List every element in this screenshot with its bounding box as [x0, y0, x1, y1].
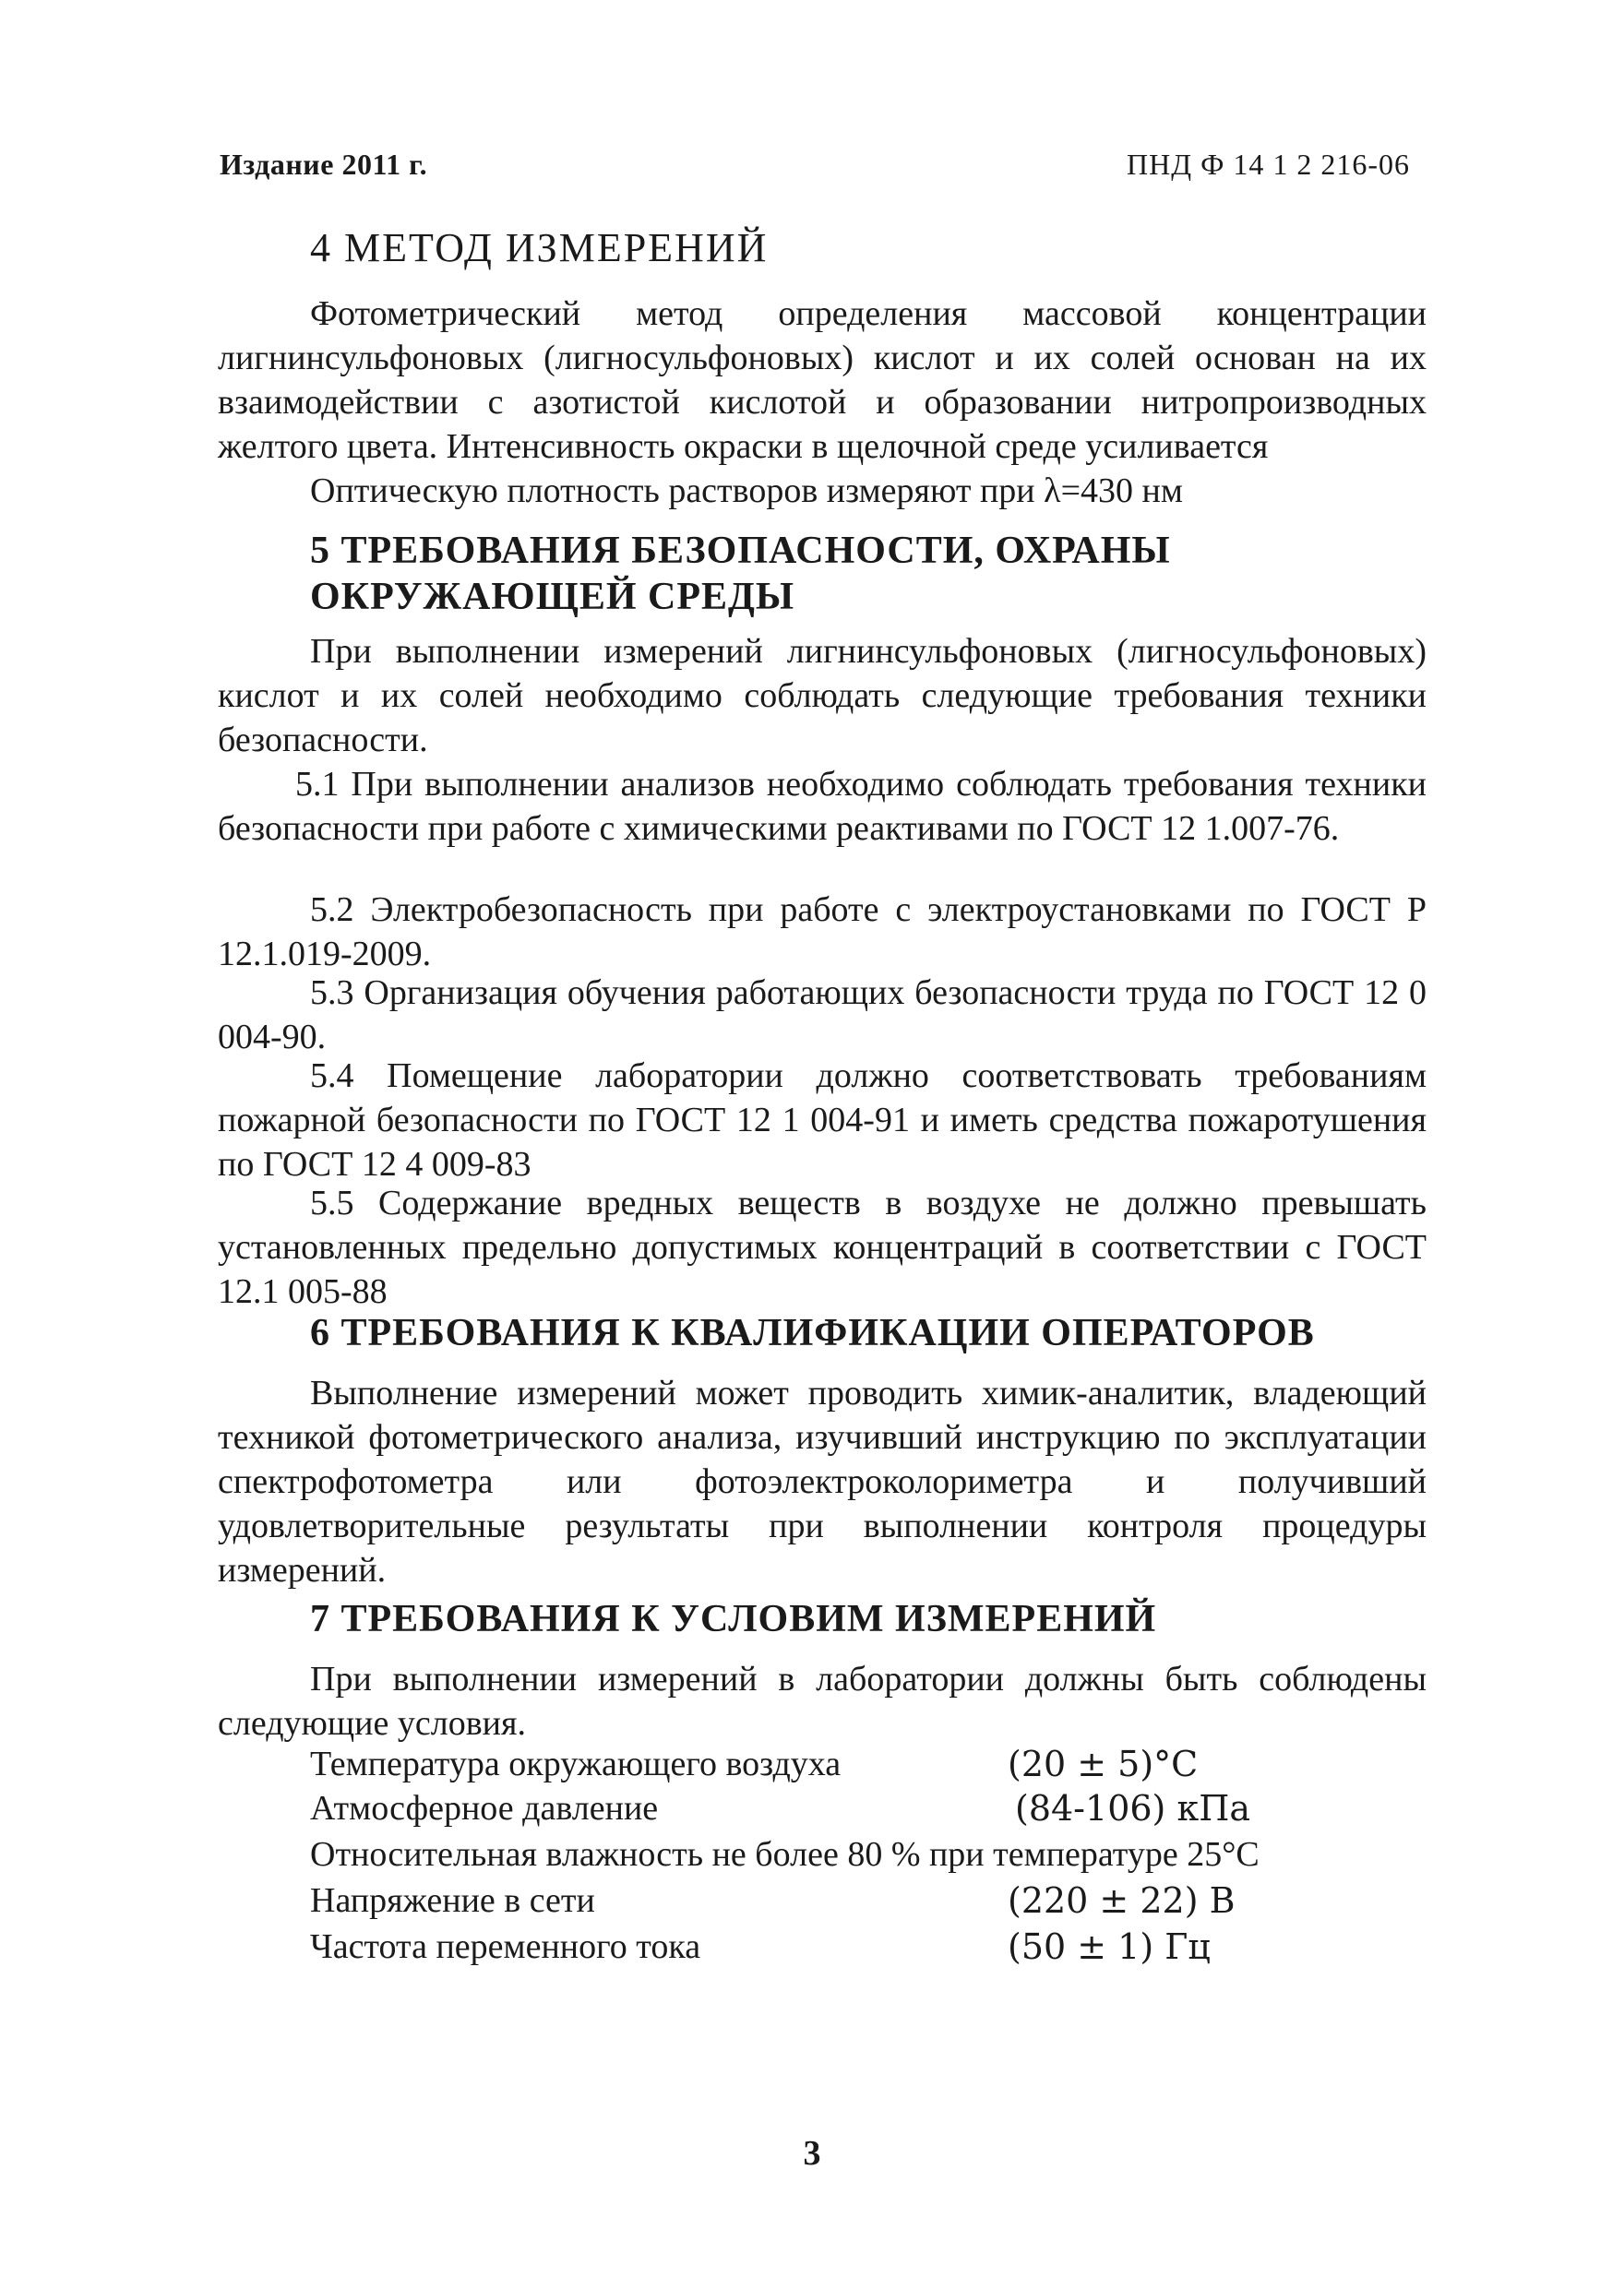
condition-label: Атмосферное давление — [310, 1789, 659, 1828]
section-5-item-3 — [218, 971, 1427, 1059]
item-5-2-text: 5.2 Электробезопасность при работе с электроустановками по ГОСТ Р 12.1.019-2009. — [218, 890, 1427, 973]
document-code: ПНД Ф 14 1 2 216-06 — [1127, 148, 1410, 181]
section-6-paragraph — [218, 1371, 1427, 1592]
item-5-5-text: 5.5 Содержание вредных веществ в воздухе не должно превышать установленных предельно допустимых концентраций в соответствии с ГОСТ 12.1 005-88 — [218, 1184, 1427, 1311]
item-5-3-text: 5.3 Организация обучения работающих безопасности труда по ГОСТ 12 0 004-90. — [218, 973, 1427, 1056]
edition-label: Издание 2011 г. — [220, 148, 428, 181]
section-6-heading: 6 ТРЕБОВАНИЯ К КВАЛИФИКАЦИИ ОПЕРАТОРОВ — [310, 1312, 1315, 1354]
section-7-intro — [218, 1657, 1427, 1746]
section-7-intro-text: При выполнении измерений в лаборатории должны быть соблюдены следующие условия. — [218, 1660, 1427, 1743]
section-5-heading-line2: ОКРУЖАЮЩЕЙ СРЕДЫ — [310, 576, 795, 618]
condition-label: Относительная влажность не более 80 % при температуре 25°С — [310, 1835, 1260, 1874]
item-5-1-text: 5.1 При выполнении анализов необходимо соблюдать требования техники безопасности при работе с химическими реактивами по ГОСТ 12 1.007-76. — [218, 765, 1427, 848]
section-7-heading: 7 ТРЕБОВАНИЯ К УСЛОВИМ ИЗМЕРЕНИЙ — [310, 1598, 1157, 1640]
section-5-item-1 — [218, 762, 1427, 851]
section-5-intro — [218, 629, 1427, 762]
condition-label: Частота переменного тока — [310, 1927, 701, 1966]
page-number: 3 — [803, 2134, 821, 2173]
section-6-text: Выполнение измерений может проводить химик-аналитик, владеющий техникой фотометрического анализа, изучивший инструкцию по эксплуатации спектрофотометра или фотоэлектроколориметра и получивший удовлетворительные результаты при выполнении контроля процедуры измерений. — [218, 1374, 1427, 1590]
condition-label: Напряжение в сети — [310, 1881, 595, 1920]
section-4-paragraph — [218, 292, 1427, 469]
section-5-item-5 — [218, 1181, 1427, 1314]
section-4-heading: 4 МЕТОД ИЗМЕРЕНИЙ — [310, 225, 769, 270]
condition-value: (220 ± 22) В — [1008, 1880, 1236, 1921]
section-5-intro-text: При выполнении измерений лигнинсульфоновых (лигносульфоновых) кислот и их солей необходимо соблюдать следующие требования техники безопасности. — [218, 632, 1427, 759]
section-4-wavelength: Оптическую плотность растворов измеряют при λ=430 нм — [310, 471, 1183, 510]
section-5-heading-line1: 5 ТРЕБОВАНИЯ БЕЗОПАСНОСТИ, ОХРАНЫ — [310, 530, 1171, 572]
section-4-text: Фотометрический метод определения массовой концентрации лигнинсульфоновых (лигносульфоновых) кислот и их солей основан на их взаимодействии с азотистой кислотой и образовании нитропроизводных желтого цвета. Интенсивность окраски в щелочной среде усиливается — [218, 294, 1427, 466]
condition-label: Температура окружающего воздуха — [310, 1745, 842, 1783]
item-5-4-text: 5.4 Помещение лаборатории должно соответствовать требованиям пожарной безопасности по ГОСТ 12 1 004-91 и иметь средства пожаротушения по ГОСТ 12 4 009-83 — [218, 1056, 1427, 1184]
condition-value: (50 ± 1) Гц — [1008, 1926, 1211, 1967]
condition-value: (20 ± 5)°С — [1008, 1744, 1199, 1784]
section-5-item-4 — [218, 1054, 1427, 1186]
condition-value: (84-106) кПа — [1015, 1788, 1250, 1829]
section-5-item-2 — [218, 888, 1427, 976]
